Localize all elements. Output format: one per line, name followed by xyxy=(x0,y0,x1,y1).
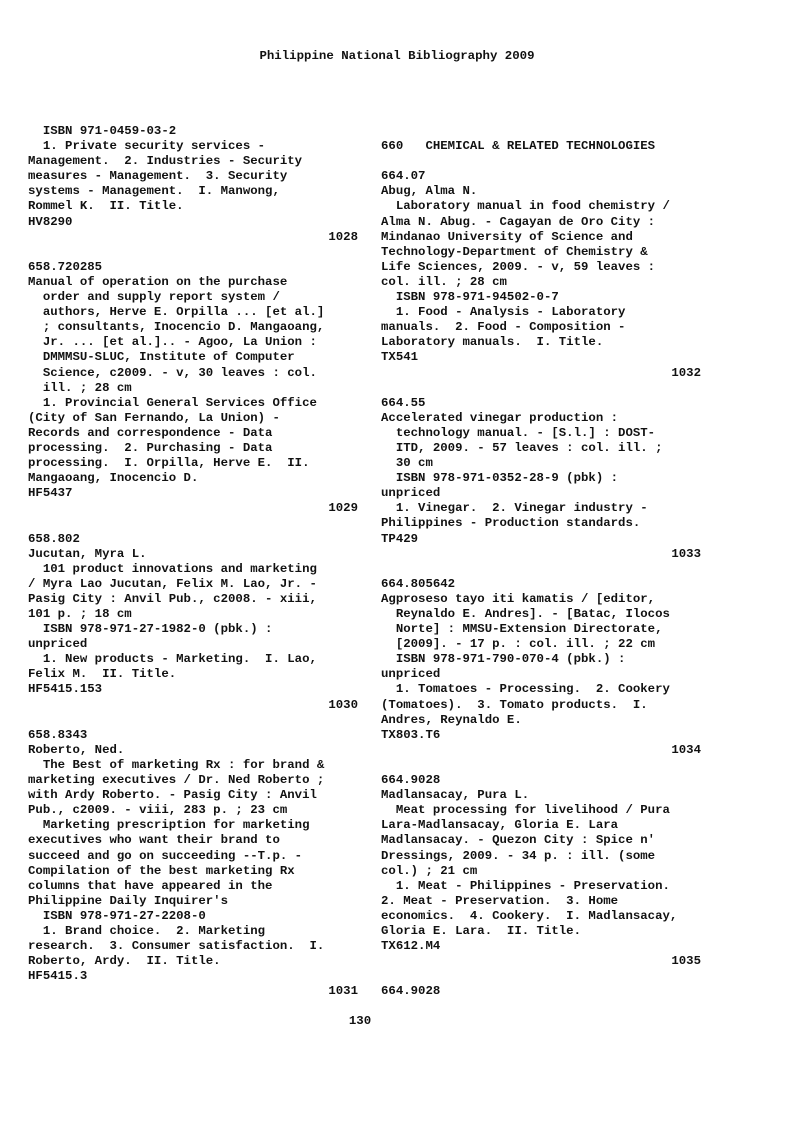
entry-line: Compilation of the best marketing Rx xyxy=(28,863,295,878)
entry-line: HV8290 xyxy=(28,214,73,229)
entry-line: Mindanao University of Science and xyxy=(381,229,633,244)
entry-line: Gloria E. Lara. II. Title. xyxy=(381,923,582,938)
entry-line: DMMMSU-SLUC, Institute of Computer xyxy=(28,350,295,365)
entry-line: with Ardy Roberto. - Pasig City : Anvil xyxy=(28,788,317,803)
entry-line: 1. Brand choice. 2. Marketing xyxy=(28,923,266,938)
blank-line xyxy=(381,381,701,396)
entry-line: Roberto, Ardy. II. Title. xyxy=(28,954,221,969)
entry-line: TX541 xyxy=(381,350,419,365)
entry-line: Norte] : MMSU-Extension Directorate, xyxy=(381,622,663,637)
entry-line: Roberto, Ned. xyxy=(28,742,125,757)
entry-line: Andres, Reynaldo E. xyxy=(381,712,522,727)
entry-line: succeed and go on succeeding --T.p. - xyxy=(28,848,303,863)
entry-line: 664.805642 xyxy=(381,576,456,591)
entry-line: Abug, Alma N. xyxy=(381,184,478,199)
entry-line: 1. Tomatoes - Processing. 2. Cookery xyxy=(381,682,670,697)
entry-line: 658.8343 xyxy=(28,727,88,742)
entry-line: 101 product innovations and marketing xyxy=(28,561,317,576)
page-header: Philippine National Bibliography 2009 xyxy=(259,49,535,63)
entry-line: Madlansacay, Pura L. xyxy=(381,788,530,803)
entry-line: TP429 xyxy=(381,531,419,546)
entry-line: technology manual. - [S.l.] : DOST- xyxy=(381,425,656,440)
entry-line: TX612.M4 xyxy=(381,939,441,954)
entry-line: processing. 2. Purchasing - Data xyxy=(28,440,273,455)
entry-number: 1034 xyxy=(671,742,701,757)
entry-line: Pasig City : Anvil Pub., c2008. - xiii, xyxy=(28,591,317,606)
entry-number: 1033 xyxy=(671,546,701,561)
entry-line: authors, Herve E. Orpilla ... [et al.] xyxy=(28,305,325,320)
entry-line: Management. 2. Industries - Security xyxy=(28,154,303,169)
entry-line: ISBN 978-971-94502-0-7 xyxy=(381,290,559,305)
entry-line: Science, c2009. - v, 30 leaves : col. xyxy=(28,365,317,380)
entry-line: Laboratory manual in food chemistry / xyxy=(381,199,670,214)
entry-line: col.) ; 21 cm xyxy=(381,863,478,878)
entry-line: Madlansacay. - Quezon City : Spice n' xyxy=(381,833,656,848)
entry-line: (Tomatoes). 3. Tomato products. I. xyxy=(381,697,648,712)
entry-line: 1. Food - Analysis - Laboratory xyxy=(381,305,626,320)
blank-line xyxy=(28,245,358,260)
entry-line: Philippines - Production standards. xyxy=(381,516,641,531)
blank-line xyxy=(381,562,701,577)
entry-line: Rommel K. II. Title. xyxy=(28,199,184,214)
entry-line: unpriced xyxy=(381,667,441,682)
entry-line: Technology-Department of Chemistry & xyxy=(381,244,648,259)
right-column xyxy=(381,124,701,999)
page-number: 130 xyxy=(348,1014,372,1028)
entry-line: ill. ; 28 cm xyxy=(28,380,132,395)
entry-number: 1030 xyxy=(328,697,358,712)
entry-number: 1032 xyxy=(671,365,701,380)
entry-line: 658.802 xyxy=(28,531,80,546)
entry-line: Laboratory manuals. I. Title. xyxy=(381,335,604,350)
entry-line: 664.9028 xyxy=(381,984,441,999)
entry-line: 1. Provincial General Services Office xyxy=(28,395,317,410)
entry-line: marketing executives / Dr. Ned Roberto ; xyxy=(28,773,325,788)
left-column xyxy=(28,124,358,999)
entry-line: TX803.T6 xyxy=(381,727,441,742)
entry-line: ; consultants, Inocencio D. Mangaoang, xyxy=(28,320,325,335)
entry-line: HF5415.153 xyxy=(28,682,103,697)
entry-line: 1. Meat - Philippines - Preservation. xyxy=(381,878,670,893)
entry-line: economics. 4. Cookery. I. Madlansacay, xyxy=(381,908,678,923)
entry-line: ISBN 978-971-27-1982-0 (pbk.) : xyxy=(28,622,273,637)
entry-number: 1028 xyxy=(328,229,358,244)
entry-line: [2009]. - 17 p. : col. ill. ; 22 cm xyxy=(381,637,656,652)
entry-line: Philippine Daily Inquirer's xyxy=(28,893,229,908)
entry-line: manuals. 2. Food - Composition - xyxy=(381,320,626,335)
entry-line: ISBN 978-971-790-070-4 (pbk.) : xyxy=(381,652,626,667)
entry-line: 664.9028 xyxy=(381,773,441,788)
entry-line: Agproseso tayo iti kamatis / [editor, xyxy=(381,591,656,606)
entry-line: systems - Management. I. Manwong, xyxy=(28,184,280,199)
entry-line: Alma N. Abug. - Cagayan de Oro City : xyxy=(381,214,656,229)
entry-line: ITD, 2009. - 57 leaves : col. ill. ; xyxy=(381,440,663,455)
entry-line: 1. Private security services - xyxy=(28,139,266,154)
entry-line: Mangaoang, Inocencio D. xyxy=(28,471,199,486)
entry-line: Accelerated vinegar production : xyxy=(381,410,619,425)
entry-line: Jucutan, Myra L. xyxy=(28,546,147,561)
entry-line: order and supply report system / xyxy=(28,290,280,305)
entry-line: Dressings, 2009. - 34 p. : ill. (some xyxy=(381,848,656,863)
entry-line: col. ill. ; 28 cm xyxy=(381,274,507,289)
blank-line xyxy=(28,516,358,531)
entry-line: processing. I. Orpilla, Herve E. II. xyxy=(28,456,310,471)
entry-number: 1029 xyxy=(328,501,358,516)
entry-line: Marketing prescription for marketing xyxy=(28,818,310,833)
entry-line: Meat processing for livelihood / Pura xyxy=(381,803,670,818)
entry-line: Lara-Madlansacay, Gloria E. Lara xyxy=(381,818,619,833)
entry-line: Reynaldo E. Andres]. - [Batac, Ilocos xyxy=(381,607,670,621)
entry-line: 660 CHEMICAL & RELATED TECHNOLOGIES xyxy=(381,139,656,154)
entry-line: (City of San Fernando, La Union) - xyxy=(28,410,280,425)
entry-line: 30 cm xyxy=(381,456,433,471)
entry-line: 1. Vinegar. 2. Vinegar industry - xyxy=(381,501,648,516)
entry-number: 1031 xyxy=(328,984,358,999)
entry-line: The Best of marketing Rx : for brand & xyxy=(28,757,325,772)
entry-line: ISBN 978-971-0352-28-9 (pbk) : xyxy=(381,471,619,486)
blank-line xyxy=(381,969,701,984)
entry-line: 2. Meat - Preservation. 3. Home xyxy=(381,893,619,908)
entry-line: executives who want their brand to xyxy=(28,833,280,848)
entry-line: HF5437 xyxy=(28,486,73,501)
entry-number: 1035 xyxy=(671,954,701,969)
entry-line: 101 p. ; 18 cm xyxy=(28,607,132,621)
entry-line: Pub., c2009. - viii, 283 p. ; 23 cm xyxy=(28,803,288,818)
entry-line: columns that have appeared in the xyxy=(28,878,273,893)
entry-line: measures - Management. 3. Security xyxy=(28,169,288,184)
entry-line: 664.55 xyxy=(381,395,426,410)
entry-line: Felix M. II. Title. xyxy=(28,667,177,682)
entry-line: research. 3. Consumer satisfaction. I. xyxy=(28,939,325,954)
entry-line: Life Sciences, 2009. - v, 59 leaves : xyxy=(381,259,656,274)
entry-line: 658.720285 xyxy=(28,259,103,274)
entry-line: unpriced xyxy=(28,637,88,652)
blank-line xyxy=(381,154,701,169)
entry-line: ISBN 971-0459-03-2 xyxy=(28,124,177,138)
entry-line: ISBN 978-971-27-2208-0 xyxy=(28,908,206,923)
blank-line xyxy=(28,713,358,728)
entry-line: Manual of operation on the purchase xyxy=(28,274,288,289)
entry-line: unpriced xyxy=(381,486,441,501)
entry-line: HF5415.3 xyxy=(28,969,88,984)
entry-line: 664.07 xyxy=(381,169,426,184)
entry-line: Jr. ... [et al.].. - Agoo, La Union : xyxy=(28,335,317,350)
blank-line xyxy=(381,124,701,139)
entry-line: Records and correspondence - Data xyxy=(28,425,273,440)
entry-line: 1. New products - Marketing. I. Lao, xyxy=(28,652,317,667)
entry-line: / Myra Lao Jucutan, Felix M. Lao, Jr. - xyxy=(28,576,317,591)
blank-line xyxy=(381,758,701,773)
